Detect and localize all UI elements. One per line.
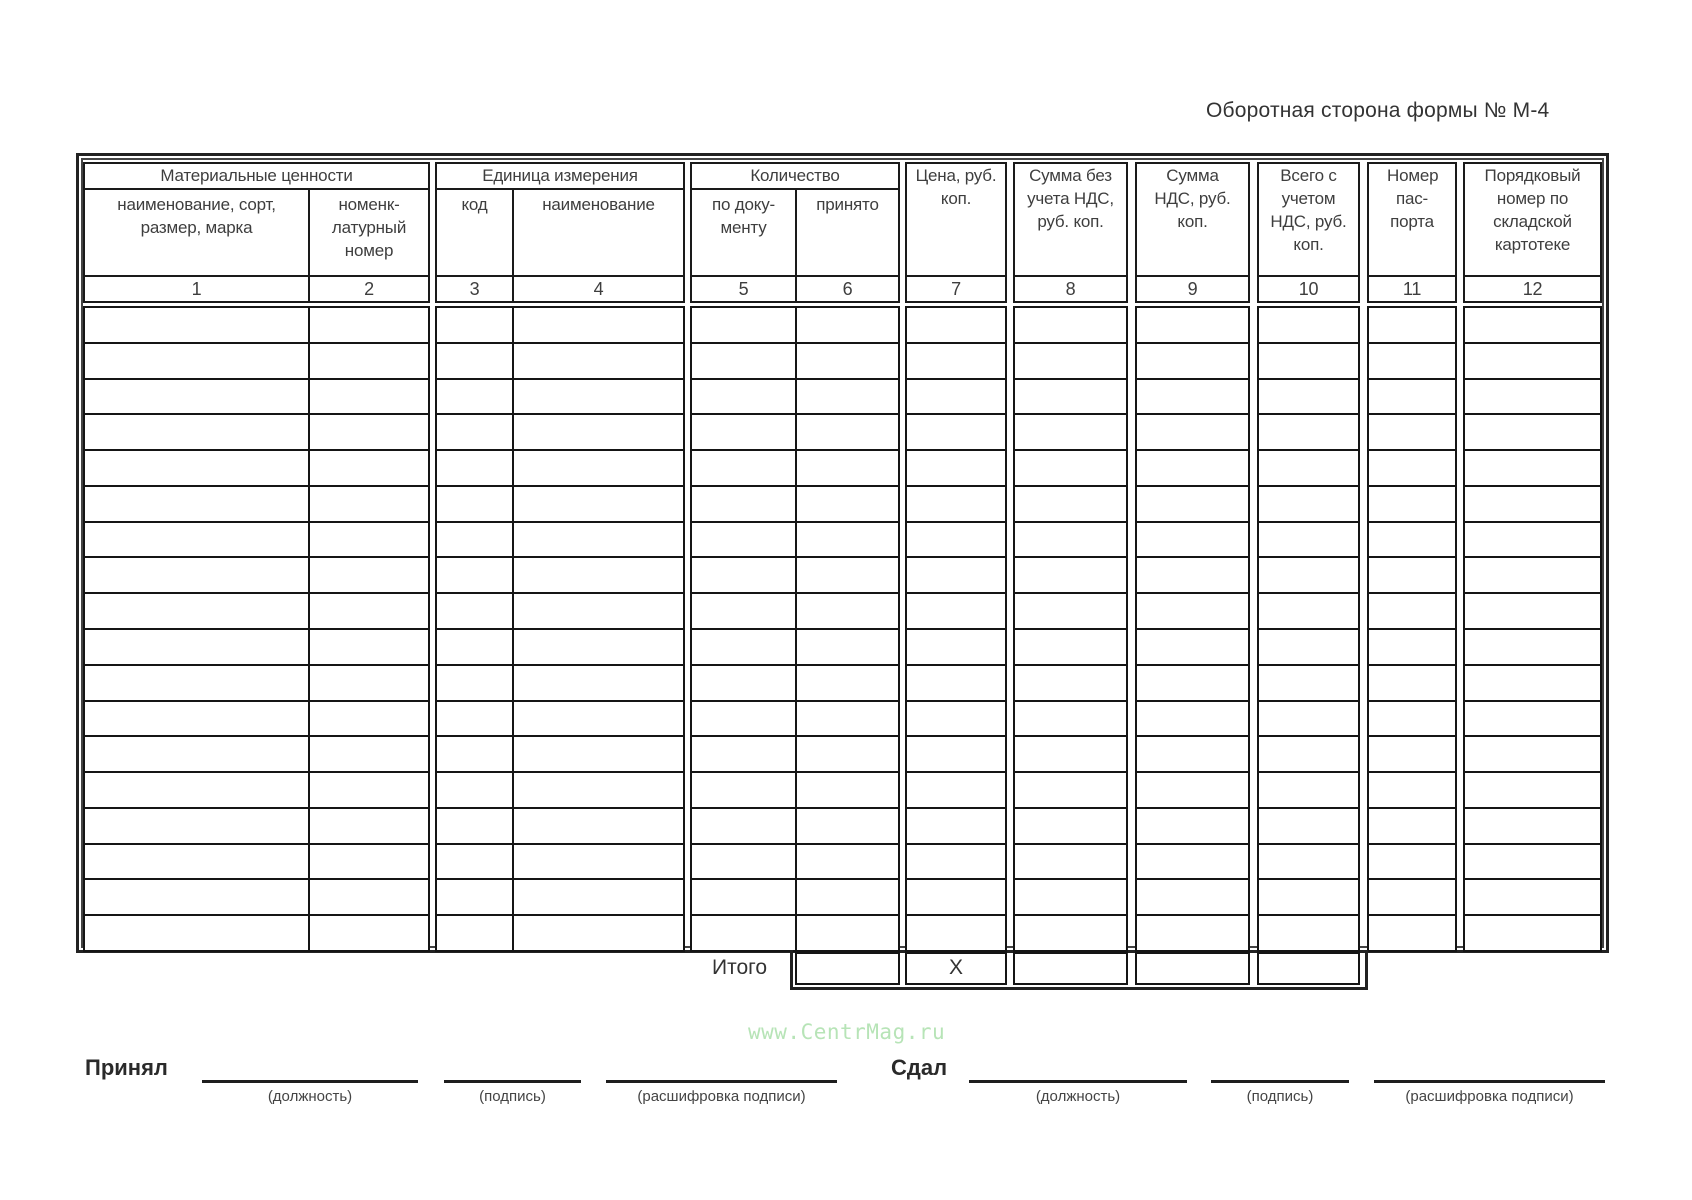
table-cell-col-10[interactable] <box>1257 628 1360 666</box>
watermark: www.CentrMag.ru <box>748 1020 946 1044</box>
totals-cell-vat-sum[interactable] <box>1135 952 1250 985</box>
col-number-12: 12 <box>1463 275 1602 303</box>
table-cell-col-4[interactable] <box>512 342 685 380</box>
handed-signature-caption: (подпись) <box>1246 1088 1314 1105</box>
table-cell-col-11[interactable] <box>1367 592 1457 630</box>
table-cell-col-9[interactable] <box>1135 878 1250 916</box>
table-cell-col-1[interactable] <box>83 771 310 809</box>
table-cell-col-12[interactable] <box>1463 413 1602 451</box>
table-cell-col-1[interactable] <box>83 735 310 773</box>
received-signature-caption: (подпись) <box>479 1088 546 1105</box>
table-cell-col-1[interactable] <box>83 664 310 702</box>
table-cell-col-3[interactable] <box>435 521 514 558</box>
table-cell-col-12[interactable] <box>1463 843 1602 880</box>
table-cell-col-2[interactable] <box>308 521 430 558</box>
handed-over-by-label: Сдал <box>891 1055 948 1080</box>
table-cell-col-2[interactable] <box>308 700 430 737</box>
table-cell-col-10[interactable] <box>1257 771 1360 809</box>
table-cell-col-1[interactable] <box>83 914 310 952</box>
table-cell-col-12[interactable] <box>1463 735 1602 773</box>
table-cell-col-1[interactable] <box>83 556 310 594</box>
table-cell-col-1[interactable] <box>83 628 310 666</box>
table-cell-col-8[interactable] <box>1013 843 1128 880</box>
table-cell-col-6[interactable] <box>795 592 900 630</box>
table-cell-col-8[interactable] <box>1013 342 1128 380</box>
totals-cell-sum-without-vat[interactable] <box>1013 952 1128 985</box>
col-header-3: код <box>435 188 514 277</box>
table-cell-col-11[interactable] <box>1367 735 1457 773</box>
table-cell-col-11[interactable] <box>1367 413 1457 451</box>
table-cell-col-1[interactable] <box>83 449 310 487</box>
table-cell-col-1[interactable] <box>83 807 310 845</box>
col-number-9: 9 <box>1135 275 1250 303</box>
col-number-11: 11 <box>1367 275 1457 303</box>
table-cell-col-5[interactable] <box>690 449 797 487</box>
totals-cell-accepted[interactable] <box>795 952 900 985</box>
table-cell-col-10[interactable] <box>1257 342 1360 380</box>
table-cell-col-10[interactable] <box>1257 700 1360 737</box>
table-cell-col-4[interactable] <box>512 449 685 487</box>
col-header-11: Номер пас-порта <box>1367 162 1457 277</box>
col-header-10: Всего с учетом НДС, руб. коп. <box>1257 162 1360 277</box>
table-cell-col-10[interactable] <box>1257 592 1360 630</box>
table-cell-col-10[interactable] <box>1257 556 1360 594</box>
handed-position-line[interactable] <box>969 1080 1187 1083</box>
received-position-caption: (должность) <box>267 1088 353 1105</box>
table-cell-col-6[interactable] <box>795 843 900 880</box>
table-cell-col-3[interactable] <box>435 378 514 415</box>
table-cell-col-1[interactable] <box>83 878 310 916</box>
table-cell-col-5[interactable] <box>690 521 797 558</box>
table-cell-col-1[interactable] <box>83 485 310 523</box>
table-cell-col-6[interactable] <box>795 306 900 344</box>
col-number-8: 8 <box>1013 275 1128 303</box>
table-cell-col-9[interactable] <box>1135 485 1250 523</box>
col-number-6: 6 <box>795 275 900 303</box>
table-cell-col-9[interactable] <box>1135 843 1250 880</box>
table-cell-col-10[interactable] <box>1257 449 1360 487</box>
table-cell-col-5[interactable] <box>690 342 797 380</box>
table-cell-col-9[interactable] <box>1135 771 1250 809</box>
table-cell-col-2[interactable] <box>308 807 430 845</box>
table-cell-col-4[interactable] <box>512 771 685 809</box>
col-header-2: номенк-латурный номер <box>308 188 430 277</box>
table-cell-col-4[interactable] <box>512 664 685 702</box>
table-cell-col-11[interactable] <box>1367 378 1457 415</box>
table-cell-col-6[interactable] <box>795 413 900 451</box>
table-cell-col-7[interactable] <box>905 485 1007 523</box>
table-cell-col-3[interactable] <box>435 592 514 630</box>
received-signature-decoding-line[interactable] <box>606 1080 837 1083</box>
group-header-quantity: Количество <box>690 162 900 190</box>
table-cell-col-11[interactable] <box>1367 878 1457 916</box>
table-cell-col-5[interactable] <box>690 378 797 415</box>
table-cell-col-12[interactable] <box>1463 664 1602 702</box>
table-cell-col-9[interactable] <box>1135 342 1250 380</box>
table-cell-col-3[interactable] <box>435 735 514 773</box>
received-by-label: Принял <box>85 1055 168 1080</box>
table-cell-col-4[interactable] <box>512 378 685 415</box>
received-signature-decoding-caption: (расшифровка подписи) <box>637 1088 806 1105</box>
table-cell-col-10[interactable] <box>1257 843 1360 880</box>
table-cell-col-7[interactable] <box>905 878 1007 916</box>
table-cell-col-6[interactable] <box>795 771 900 809</box>
table-cell-col-12[interactable] <box>1463 807 1602 845</box>
table-cell-col-3[interactable] <box>435 700 514 737</box>
table-cell-col-6[interactable] <box>795 521 900 558</box>
table-cell-col-7[interactable] <box>905 342 1007 380</box>
table-cell-col-10[interactable] <box>1257 413 1360 451</box>
table-cell-col-11[interactable] <box>1367 771 1457 809</box>
table-cell-col-9[interactable] <box>1135 592 1250 630</box>
table-cell-col-1[interactable] <box>83 843 310 880</box>
table-cell-col-11[interactable] <box>1367 521 1457 558</box>
table-cell-col-7[interactable] <box>905 378 1007 415</box>
table-cell-col-9[interactable] <box>1135 664 1250 702</box>
table-cell-col-5[interactable] <box>690 807 797 845</box>
totals-cell-total-with-vat[interactable] <box>1257 952 1360 985</box>
table-cell-col-6[interactable] <box>795 485 900 523</box>
table-cell-col-12[interactable] <box>1463 878 1602 916</box>
table-cell-col-5[interactable] <box>690 878 797 916</box>
table-cell-col-11[interactable] <box>1367 449 1457 487</box>
table-cell-col-6[interactable] <box>795 556 900 594</box>
table-cell-col-9[interactable] <box>1135 521 1250 558</box>
table-cell-col-6[interactable] <box>795 628 900 666</box>
col-header-9: Сумма НДС, руб. коп. <box>1135 162 1250 277</box>
table-cell-col-8[interactable] <box>1013 449 1128 487</box>
table-cell-col-11[interactable] <box>1367 700 1457 737</box>
table-cell-col-11[interactable] <box>1367 556 1457 594</box>
table-cell-col-4[interactable] <box>512 413 685 451</box>
table-cell-col-5[interactable] <box>690 735 797 773</box>
table-cell-col-4[interactable] <box>512 521 685 558</box>
table-cell-col-8[interactable] <box>1013 413 1128 451</box>
table-cell-col-8[interactable] <box>1013 807 1128 845</box>
col-header-7: Цена, руб. коп. <box>905 162 1007 277</box>
table-cell-col-1[interactable] <box>83 592 310 630</box>
table-cell-col-11[interactable] <box>1367 485 1457 523</box>
table-cell-col-12[interactable] <box>1463 378 1602 415</box>
table-cell-col-8[interactable] <box>1013 878 1128 916</box>
table-cell-col-5[interactable] <box>690 306 797 344</box>
table-cell-col-8[interactable] <box>1013 485 1128 523</box>
table-cell-col-8[interactable] <box>1013 306 1128 344</box>
table-cell-col-4[interactable] <box>512 592 685 630</box>
col-header-4: наименование <box>512 188 685 277</box>
table-cell-col-11[interactable] <box>1367 807 1457 845</box>
table-cell-col-3[interactable] <box>435 771 514 809</box>
table-cell-col-8[interactable] <box>1013 700 1128 737</box>
table-cell-col-3[interactable] <box>435 556 514 594</box>
col-header-1: наименование, сорт, размер, марка <box>83 188 310 277</box>
handed-signature-decoding-line[interactable] <box>1374 1080 1605 1083</box>
table-cell-col-7[interactable] <box>905 521 1007 558</box>
table-cell-col-5[interactable] <box>690 664 797 702</box>
table-cell-col-10[interactable] <box>1257 807 1360 845</box>
table-cell-col-11[interactable] <box>1367 914 1457 952</box>
table-cell-col-1[interactable] <box>83 521 310 558</box>
table-cell-col-3[interactable] <box>435 914 514 952</box>
table-cell-col-9[interactable] <box>1135 449 1250 487</box>
table-cell-col-2[interactable] <box>308 485 430 523</box>
table-cell-col-3[interactable] <box>435 413 514 451</box>
table-cell-col-6[interactable] <box>795 664 900 702</box>
table-cell-col-4[interactable] <box>512 700 685 737</box>
table-cell-col-7[interactable] <box>905 413 1007 451</box>
table-cell-col-8[interactable] <box>1013 664 1128 702</box>
table-cell-col-3[interactable] <box>435 485 514 523</box>
table-cell-col-11[interactable] <box>1367 306 1457 344</box>
table-cell-col-5[interactable] <box>690 556 797 594</box>
table-cell-col-9[interactable] <box>1135 556 1250 594</box>
table-cell-col-2[interactable] <box>308 628 430 666</box>
col-number-2: 2 <box>308 275 430 303</box>
form-title: Оборотная сторона формы № М-4 <box>1206 99 1550 122</box>
col-header-6: принято <box>795 188 900 277</box>
table-cell-col-3[interactable] <box>435 807 514 845</box>
table-cell-col-6[interactable] <box>795 449 900 487</box>
table-cell-col-4[interactable] <box>512 914 685 952</box>
table-cell-col-4[interactable] <box>512 735 685 773</box>
table-cell-col-9[interactable] <box>1135 413 1250 451</box>
table-cell-col-7[interactable] <box>905 664 1007 702</box>
table-cell-col-2[interactable] <box>308 914 430 952</box>
table-cell-col-7[interactable] <box>905 306 1007 344</box>
table-cell-col-11[interactable] <box>1367 628 1457 666</box>
table-cell-col-12[interactable] <box>1463 914 1602 952</box>
table-cell-col-12[interactable] <box>1463 628 1602 666</box>
table-cell-col-8[interactable] <box>1013 771 1128 809</box>
table-cell-col-2[interactable] <box>308 771 430 809</box>
table-cell-col-8[interactable] <box>1013 378 1128 415</box>
table-cell-col-8[interactable] <box>1013 914 1128 952</box>
handed-position-caption: (должность) <box>1035 1088 1121 1105</box>
table-cell-col-3[interactable] <box>435 843 514 880</box>
table-cell-col-6[interactable] <box>795 342 900 380</box>
table-cell-col-10[interactable] <box>1257 306 1360 344</box>
col-number-1: 1 <box>83 275 310 303</box>
table-cell-col-5[interactable] <box>690 628 797 666</box>
table-cell-col-2[interactable] <box>308 413 430 451</box>
table-cell-col-5[interactable] <box>690 413 797 451</box>
table-cell-col-2[interactable] <box>308 878 430 916</box>
table-cell-col-10[interactable] <box>1257 664 1360 702</box>
table-cell-col-1[interactable] <box>83 342 310 380</box>
table-cell-col-1[interactable] <box>83 413 310 451</box>
col-number-4: 4 <box>512 275 685 303</box>
table-cell-col-12[interactable] <box>1463 449 1602 487</box>
table-cell-col-10[interactable] <box>1257 378 1360 415</box>
table-cell-col-6[interactable] <box>795 700 900 737</box>
table-cell-col-7[interactable] <box>905 807 1007 845</box>
table-cell-col-12[interactable] <box>1463 556 1602 594</box>
table-cell-col-6[interactable] <box>795 807 900 845</box>
table-cell-col-2[interactable] <box>308 592 430 630</box>
table-cell-col-1[interactable] <box>83 306 310 344</box>
table-cell-col-5[interactable] <box>690 843 797 880</box>
table-cell-col-6[interactable] <box>795 735 900 773</box>
table-cell-col-6[interactable] <box>795 878 900 916</box>
table-cell-col-7[interactable] <box>905 843 1007 880</box>
table-cell-col-8[interactable] <box>1013 735 1128 773</box>
table-cell-col-3[interactable] <box>435 664 514 702</box>
table-cell-col-2[interactable] <box>308 556 430 594</box>
table-cell-col-7[interactable] <box>905 628 1007 666</box>
col-number-5: 5 <box>690 275 797 303</box>
table-cell-col-10[interactable] <box>1257 521 1360 558</box>
table-cell-col-7[interactable] <box>905 735 1007 773</box>
table-cell-col-8[interactable] <box>1013 628 1128 666</box>
table-cell-col-7[interactable] <box>905 700 1007 737</box>
table-cell-col-10[interactable] <box>1257 735 1360 773</box>
table-cell-col-6[interactable] <box>795 914 900 952</box>
table-cell-col-12[interactable] <box>1463 485 1602 523</box>
table-cell-col-2[interactable] <box>308 306 430 344</box>
table-cell-col-9[interactable] <box>1135 306 1250 344</box>
totals-label: Итого <box>712 956 768 979</box>
table-cell-col-9[interactable] <box>1135 378 1250 415</box>
table-cell-col-12[interactable] <box>1463 342 1602 380</box>
table-cell-col-5[interactable] <box>690 914 797 952</box>
table-cell-col-2[interactable] <box>308 664 430 702</box>
table-cell-col-7[interactable] <box>905 771 1007 809</box>
table-cell-col-12[interactable] <box>1463 521 1602 558</box>
table-cell-col-7[interactable] <box>905 592 1007 630</box>
handed-signature-decoding-caption: (расшифровка подписи) <box>1405 1088 1574 1105</box>
col-header-5: по доку-менту <box>690 188 797 277</box>
received-position-line[interactable] <box>202 1080 418 1083</box>
col-number-3: 3 <box>435 275 514 303</box>
table-cell-col-2[interactable] <box>308 342 430 380</box>
table-cell-col-9[interactable] <box>1135 628 1250 666</box>
table-cell-col-4[interactable] <box>512 843 685 880</box>
table-cell-col-11[interactable] <box>1367 664 1457 702</box>
table-cell-col-1[interactable] <box>83 378 310 415</box>
group-header-material-values: Материальные ценности <box>83 162 430 190</box>
table-cell-col-7[interactable] <box>905 556 1007 594</box>
table-cell-col-4[interactable] <box>512 485 685 523</box>
table-cell-col-2[interactable] <box>308 449 430 487</box>
table-cell-col-3[interactable] <box>435 628 514 666</box>
table-cell-col-4[interactable] <box>512 628 685 666</box>
table-cell-col-5[interactable] <box>690 485 797 523</box>
table-cell-col-12[interactable] <box>1463 306 1602 344</box>
table-cell-col-10[interactable] <box>1257 878 1360 916</box>
col-header-8: Сумма без учета НДС, руб. коп. <box>1013 162 1128 277</box>
table-cell-col-5[interactable] <box>690 771 797 809</box>
table-cell-col-12[interactable] <box>1463 771 1602 809</box>
table-cell-col-5[interactable] <box>690 700 797 737</box>
table-cell-col-9[interactable] <box>1135 735 1250 773</box>
table-cell-col-4[interactable] <box>512 556 685 594</box>
col-number-7: 7 <box>905 275 1007 303</box>
table-cell-col-10[interactable] <box>1257 485 1360 523</box>
table-cell-col-3[interactable] <box>435 449 514 487</box>
table-cell-col-8[interactable] <box>1013 521 1128 558</box>
table-cell-col-2[interactable] <box>308 843 430 880</box>
table-cell-col-9[interactable] <box>1135 700 1250 737</box>
handed-signature-line[interactable] <box>1211 1080 1349 1083</box>
table-cell-col-2[interactable] <box>308 735 430 773</box>
table-cell-col-4[interactable] <box>512 807 685 845</box>
table-cell-col-5[interactable] <box>690 592 797 630</box>
col-header-12: Порядковый номер по складской картотеке <box>1463 162 1602 277</box>
table-cell-col-3[interactable] <box>435 342 514 380</box>
totals-cell-price: X <box>905 952 1007 985</box>
table-cell-col-9[interactable] <box>1135 914 1250 952</box>
table-cell-col-8[interactable] <box>1013 556 1128 594</box>
table-cell-col-4[interactable] <box>512 878 685 916</box>
table-cell-col-3[interactable] <box>435 306 514 344</box>
table-cell-col-11[interactable] <box>1367 342 1457 380</box>
col-number-10: 10 <box>1257 275 1360 303</box>
table-cell-col-9[interactable] <box>1135 807 1250 845</box>
received-signature-line[interactable] <box>444 1080 581 1083</box>
table-cell-col-12[interactable] <box>1463 700 1602 737</box>
table-cell-col-12[interactable] <box>1463 592 1602 630</box>
table-cell-col-11[interactable] <box>1367 843 1457 880</box>
table-cell-col-7[interactable] <box>905 449 1007 487</box>
table-cell-col-1[interactable] <box>83 700 310 737</box>
table-cell-col-10[interactable] <box>1257 914 1360 952</box>
table-cell-col-2[interactable] <box>308 378 430 415</box>
table-cell-col-7[interactable] <box>905 914 1007 952</box>
group-header-unit: Единица измерения <box>435 162 685 190</box>
table-cell-col-8[interactable] <box>1013 592 1128 630</box>
table-cell-col-4[interactable] <box>512 306 685 344</box>
table-cell-col-6[interactable] <box>795 378 900 415</box>
table-cell-col-3[interactable] <box>435 878 514 916</box>
